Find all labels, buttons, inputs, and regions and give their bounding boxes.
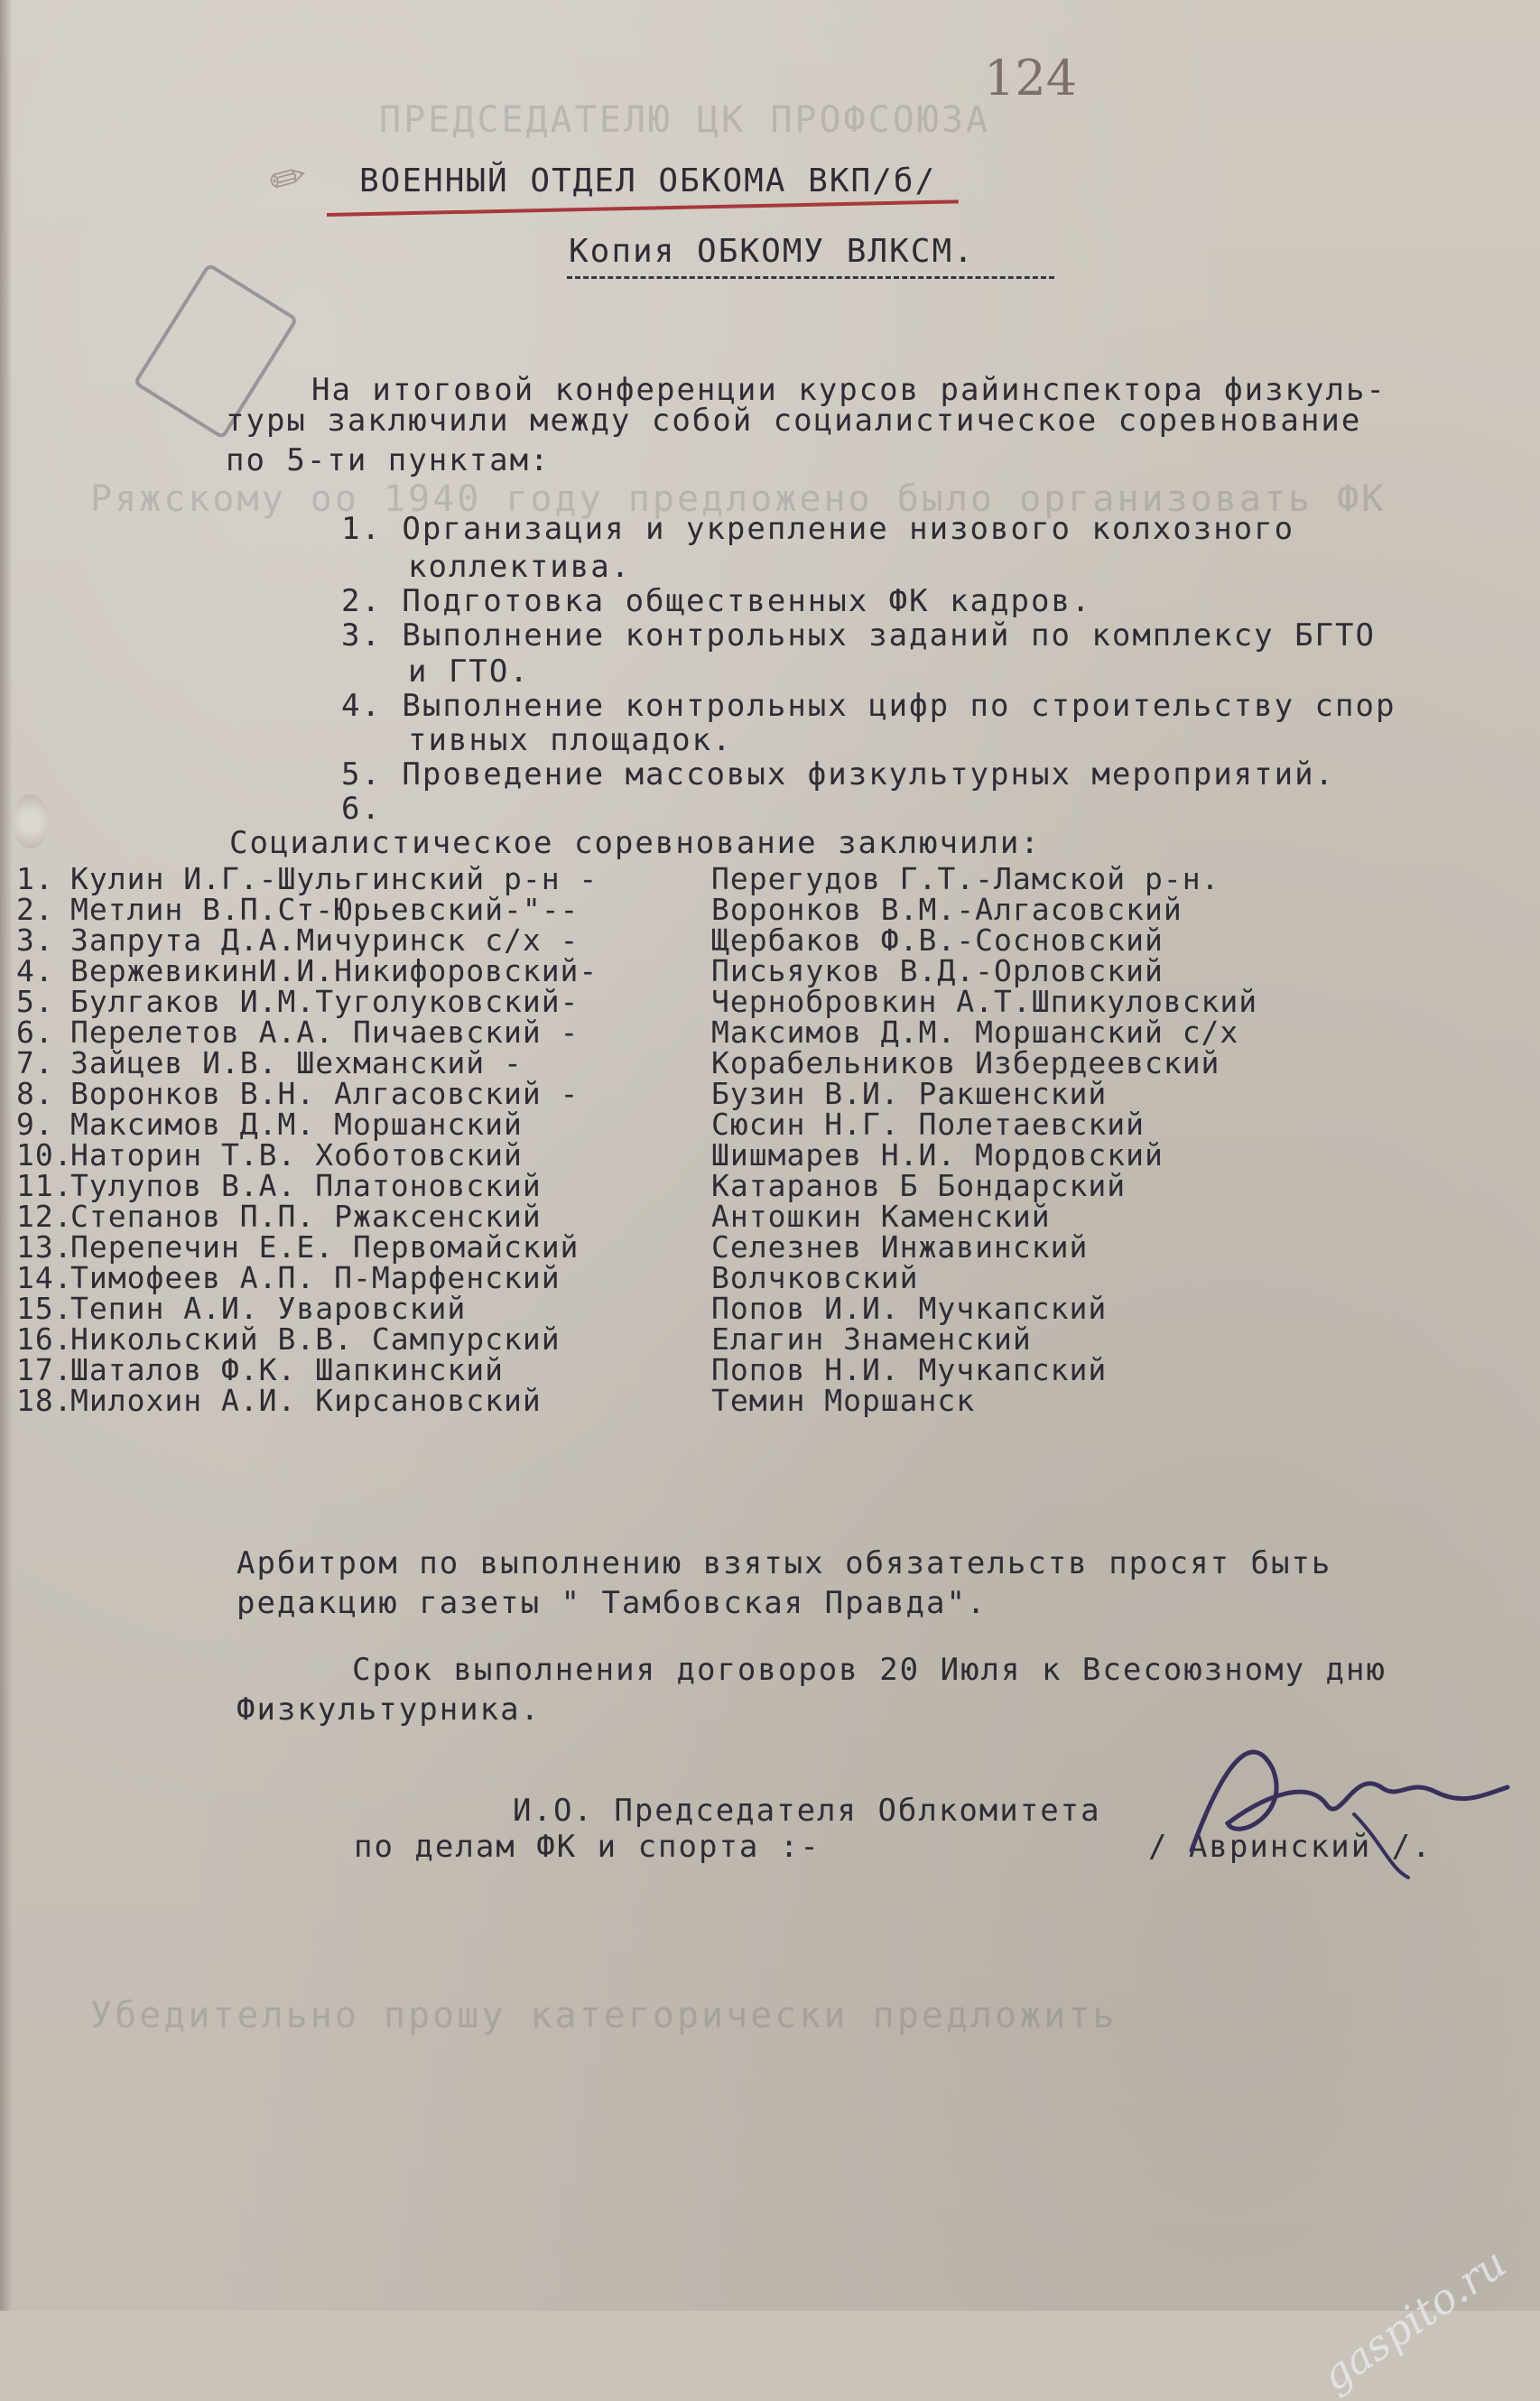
point-item: тивных площадок. <box>408 722 733 758</box>
participant-left: Степанов П.П. Ржаксенский <box>70 1199 542 1234</box>
point-item: 1. Организация и укрепление низового колхозного <box>341 511 1295 547</box>
participant-right: Темин Моршанск <box>711 1383 976 1418</box>
row-number: 7. <box>16 1045 54 1080</box>
deadline-line: Физкультурника. <box>237 1692 542 1728</box>
row-number: 12. <box>16 1199 73 1234</box>
row-number: 18. <box>16 1383 73 1418</box>
copy-recipient: Копия ОБКОМУ ВЛКСМ. <box>569 233 975 270</box>
participant-right: Елагин Знаменский <box>711 1321 1032 1357</box>
participant-left: Милохин А.И. Кирсановский <box>70 1383 542 1418</box>
participant-right: Максимов Д.М. Моршанский с/х <box>711 1015 1239 1050</box>
punch-hole <box>13 794 49 848</box>
signatory-dept: по делам ФК и спорта :- <box>354 1829 821 1865</box>
participant-right: Сюсин Н.Г. Полетаевский <box>711 1107 1145 1142</box>
participant-left: Шаталов Ф.К. Шапкинский <box>70 1352 504 1387</box>
signatory-name: / Авринский /. <box>1148 1829 1433 1865</box>
participant-right: Попов И.И. Мучкапский <box>711 1291 1108 1326</box>
participant-right: Письяуков В.Д.-Орловский <box>711 953 1164 988</box>
row-number: 17. <box>16 1352 73 1387</box>
participant-right: Катаранов Б Бондарский <box>711 1168 1127 1203</box>
row-number: 15. <box>16 1291 73 1326</box>
participant-left: Перепечин Е.Е. Первомайский <box>70 1229 580 1265</box>
row-number: 14. <box>16 1260 73 1295</box>
bleed-through-text: Ряжскому оо 1940 году предложено было организовать ФК <box>90 478 1387 520</box>
point-item: 4. Выполнение контрольных цифр по строительству спор <box>341 688 1396 724</box>
participant-right: Попов Н.И. Мучкапский <box>711 1352 1108 1387</box>
point-item: 6. <box>341 791 382 827</box>
participant-right: Чернобровкин А.Т.Шпикуловский <box>711 984 1258 1019</box>
bleed-through-text: ПРЕДСЕДАТЕЛЮ ЦК ПРОФСОЮЗА <box>379 99 991 141</box>
red-underline <box>327 199 959 217</box>
participant-left: Тимофеев А.П. П-Марфенский <box>70 1260 561 1295</box>
participant-right: Воронков В.М.-Алгасовский <box>711 892 1183 927</box>
participant-left: Булгаков И.М.Туголуковский- <box>70 984 580 1019</box>
participant-right: Щербаков Ф.В.-Сосновский <box>711 922 1164 958</box>
participant-left: ВержевикинИ.И.Никифоровский- <box>70 953 598 988</box>
row-number: 9. <box>16 1107 54 1142</box>
row-number: 11. <box>16 1168 73 1203</box>
participant-left: Зайцев И.В. Шехманский - <box>70 1045 523 1080</box>
row-number: 3. <box>16 922 54 958</box>
participant-right: Перегудов Г.Т.-Ламской р-н. <box>711 861 1220 896</box>
bleed-through-text: Убедительно прошу категорически предложить <box>90 1995 1118 2036</box>
row-number: 2. <box>16 892 54 927</box>
row-number: 1. <box>16 861 54 896</box>
intro-line: туры заключили между собой социалистическое соревнование <box>226 403 1362 439</box>
page-number-mark: 124 <box>984 50 1078 107</box>
parties-heading: Социалистическое соревнование заключили: <box>229 825 1041 861</box>
participant-left: Максимов Д.М. Моршанский <box>70 1107 523 1142</box>
row-number: 8. <box>16 1076 54 1111</box>
point-item: 5. Проведение массовых физкультурных мероприятий. <box>341 756 1336 793</box>
row-number: 5. <box>16 984 54 1019</box>
arbiter-line: редакцию газеты " Тамбовская Правда". <box>237 1585 988 1621</box>
participant-right: Шишмарев Н.И. Мордовский <box>711 1137 1164 1173</box>
participant-right: Волчковский <box>711 1260 919 1295</box>
participant-right: Антошкин Каменский <box>711 1199 1051 1234</box>
dashed-underline <box>567 276 1054 279</box>
row-number: 16. <box>16 1321 73 1357</box>
pencil-annotation: ✎ <box>257 150 320 208</box>
participant-right: Бузин В.И. Ракшенский <box>711 1076 1108 1111</box>
intro-line: по 5-ти пунктам: <box>226 442 551 478</box>
point-item: и ГТО. <box>408 654 530 690</box>
deadline-line: Срок выполнения договоров 20 Июля к Всесоюзному дню <box>352 1652 1387 1688</box>
participant-left: Воронков В.Н. Алгасовский - <box>70 1076 580 1111</box>
point-item: 2. Подготовка общественных ФК кадров. <box>341 583 1092 619</box>
point-item: коллектива. <box>408 549 632 585</box>
participant-left: Никольский В.В. Сампурский <box>70 1321 561 1357</box>
participant-left: Кулин И.Г.-Шульгинский р-н - <box>70 861 598 896</box>
participant-right: Корабельников Избердеевский <box>711 1045 1220 1080</box>
signatory-title: И.О. Председателя Облкомитета <box>513 1793 1101 1829</box>
participant-left: Наторин Т.В. Хоботовский <box>70 1137 523 1173</box>
watermark: gaspito.ru <box>1312 2238 1515 2401</box>
participant-left: Тепин А.И. Уваровский <box>70 1291 467 1326</box>
intro-line: На итоговой конференции курсов райинспектора физкуль- <box>311 372 1387 408</box>
participant-left: Запрута Д.А.Мичуринск с/х - <box>70 922 580 958</box>
participant-left: Тулупов В.А. Платоновский <box>70 1168 542 1203</box>
arbiter-line: Арбитром по выполнению взятых обязательств просят быть <box>237 1545 1332 1581</box>
page-fold-edge <box>0 0 13 2311</box>
row-number: 13. <box>16 1229 73 1265</box>
row-number: 4. <box>16 953 54 988</box>
row-number: 6. <box>16 1015 54 1050</box>
participant-right: Селезнев Инжавинский <box>711 1229 1089 1265</box>
document-header: ВОЕННЫЙ ОТДЕЛ ОБКОМА ВКП/б/ <box>359 162 937 199</box>
point-item: 3. Выполнение контрольных заданий по комплексу БГТО <box>341 617 1376 654</box>
participant-left: Метлин В.П.Ст-Юрьевский-"-- <box>70 892 580 927</box>
participant-left: Перелетов А.А. Пичаевский - <box>70 1015 580 1050</box>
handwritten-signature <box>1174 1715 1535 1896</box>
row-number: 10. <box>16 1137 73 1173</box>
